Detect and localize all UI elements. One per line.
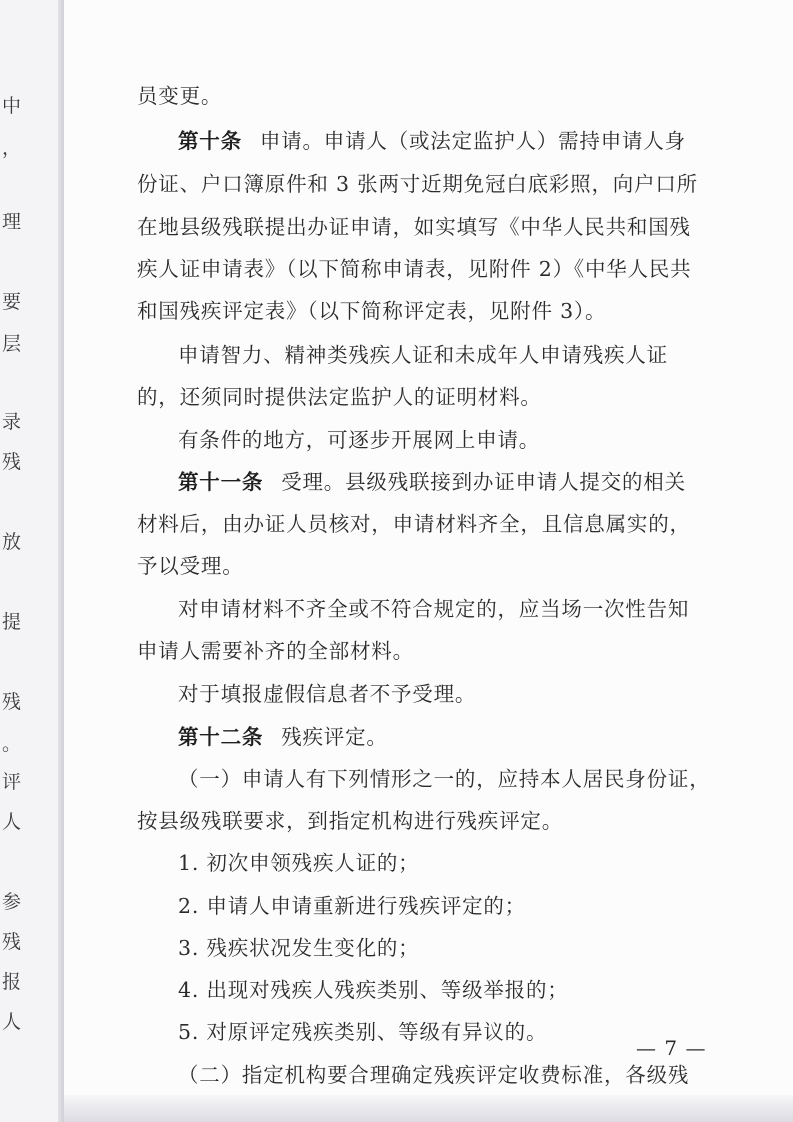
- article-label: 第十二条: [178, 725, 264, 749]
- margin-char: 层: [2, 333, 22, 355]
- margin-char: 人: [2, 1011, 22, 1033]
- article-11: [178, 469, 748, 495]
- page-bottom-shadow: [64, 1095, 793, 1122]
- page-number: — 7 —: [636, 1036, 707, 1060]
- margin-char: 理: [2, 211, 22, 233]
- margin-char: 残: [2, 451, 22, 473]
- margin-char: 参: [2, 891, 22, 913]
- margin-char: 放: [2, 531, 22, 553]
- margin-char: 残: [2, 691, 22, 713]
- text-line: 有条件的地方，可逐步开展网上申请。: [178, 428, 541, 452]
- margin-char: 。: [2, 733, 22, 755]
- margin-char: 残: [2, 931, 22, 953]
- previous-page-edge: [0, 0, 65, 1122]
- text-line: 对于填报虚假信息者不予受理。: [178, 682, 477, 706]
- article-text: 残疾评定。: [281, 725, 388, 749]
- text-line: 按县级残联要求，到指定机构进行残疾评定。: [137, 809, 563, 833]
- text-line: 申请人需要补齐的全部材料。: [137, 639, 414, 663]
- margin-char: 报: [2, 971, 22, 993]
- margin-char: 录: [2, 411, 22, 433]
- text-line: 在地县级残联提出办证申请，如实填写《中华人民共和国残: [137, 215, 691, 239]
- text-line: （二）指定机构要合理确定残疾评定收费标准，各级残: [178, 1063, 690, 1087]
- text-line: 的，还须同时提供法定监护人的证明材料。: [137, 385, 542, 409]
- text-line: （一）申请人有下列情形之一的，应持本人居民身份证，: [178, 767, 711, 791]
- text-line: 份证、户口簿原件和 3 张两寸近期免冠白底彩照，向户口所: [137, 172, 698, 196]
- text-line: 材料后，由办证人员核对，申请材料齐全，且信息属实的，: [137, 512, 691, 536]
- text-line: 员变更。: [137, 84, 223, 108]
- text-line: 和国残疾评定表》（以下简称评定表，见附件 3）。: [137, 299, 607, 323]
- text-line: 对申请材料不齐全或不符合规定的，应当场一次性告知: [178, 597, 690, 621]
- list-item: 4. 出现对残疾人残疾类别、等级举报的；: [178, 978, 569, 1002]
- text-line: 疾人证申请表》（以下简称申请表，见附件 2）《中华人民共: [137, 257, 692, 281]
- article-10: [178, 128, 748, 154]
- margin-char: 要: [2, 291, 22, 313]
- list-item: 2. 申请人申请重新进行残疾评定的；: [178, 894, 526, 918]
- margin-char: 评: [2, 771, 22, 793]
- text-line: 申请智力、精神类残疾人证和未成年人申请残疾人证: [178, 343, 668, 367]
- list-item: 5. 对原评定残疾类别、等级有异议的。: [178, 1020, 548, 1044]
- text-line: 予以受理。: [137, 554, 244, 578]
- article-text: 受理。县级残联接到办证申请人提交的相关: [281, 470, 686, 494]
- margin-char: 提: [2, 611, 22, 633]
- article-label: 第十条: [178, 129, 242, 153]
- list-item: 1. 初次申领残疾人证的；: [178, 851, 420, 875]
- article-12: [178, 724, 748, 750]
- margin-char: ，: [2, 137, 22, 159]
- article-label: 第十一条: [178, 470, 264, 494]
- article-text: 申请。申请人（或法定监护人）需持申请人身: [259, 129, 686, 153]
- margin-char: 人: [2, 811, 22, 833]
- list-item: 3. 残疾状况发生变化的；: [178, 936, 420, 960]
- margin-char: 中: [2, 95, 22, 117]
